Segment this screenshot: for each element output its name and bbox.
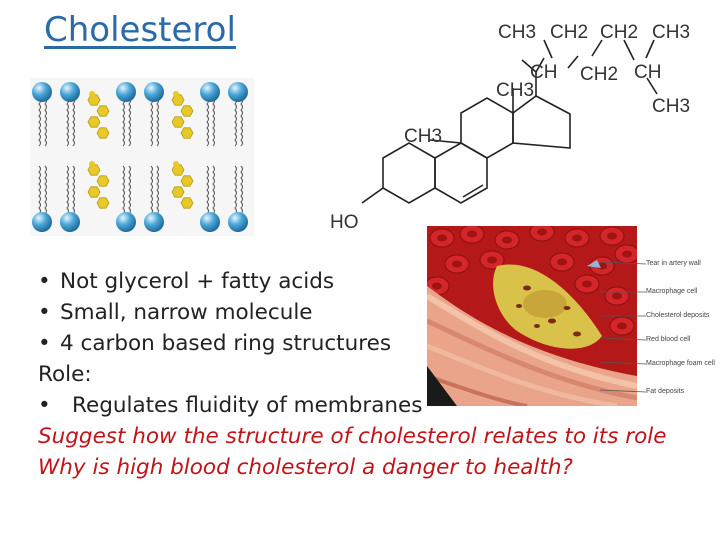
group-ch3-side: CH3: [496, 80, 535, 101]
phospholipid-head: [144, 82, 164, 102]
label-fat-deposits: Fat deposits: [646, 388, 685, 395]
cholesterol-ring: [97, 176, 109, 186]
cholesterol-ring: [97, 198, 109, 208]
cholesterol-ring: [88, 117, 100, 127]
label-red-blood-cell: Red blood cell: [646, 336, 691, 343]
cholesterol-ring: [172, 187, 184, 197]
cholesterol-oh: [89, 91, 95, 97]
cholesterol-ring: [181, 106, 193, 116]
ring-a: [383, 143, 435, 203]
ring-c: [461, 98, 513, 158]
phospholipid-head: [200, 212, 220, 232]
cholesterol-ring: [97, 128, 109, 138]
red-blood-cell-center: [502, 237, 512, 244]
phospholipid-head: [144, 212, 164, 232]
cholesterol-ring: [88, 95, 100, 105]
cholesterol-ring: [172, 95, 184, 105]
cholesterol-ring: [172, 165, 184, 175]
label-tear: Tear in artery wall: [646, 260, 701, 267]
cholesterol-structure: [312, 8, 712, 240]
membrane-diagram: [30, 78, 254, 236]
bullet-item: • 4 carbon based ring structures: [38, 331, 392, 356]
cholesterol-ring: [172, 117, 184, 127]
group-ch2-chain: CH2: [580, 64, 619, 85]
cholesterol-ring: [181, 176, 193, 186]
group-ch3-top-left: CH3: [498, 22, 537, 43]
group-ch3-top-right: CH3: [652, 22, 691, 43]
red-blood-cell-center: [557, 259, 567, 266]
cholesterol-oh: [173, 91, 179, 97]
group-ch2-top-1: CH2: [550, 22, 589, 43]
red-blood-cell-center: [572, 235, 582, 242]
group-ch-1: CH: [530, 62, 558, 83]
cholesterol-ring: [88, 165, 100, 175]
cholesterol-ring: [97, 106, 109, 116]
group-ch3-ring: CH3: [404, 126, 443, 147]
cholesterol-oh: [173, 161, 179, 167]
group-ch2-top-2: CH2: [600, 22, 639, 43]
bullet-item: • Not glycerol + fatty acids: [38, 269, 335, 294]
label-foam-cell: Macrophage foam cell: [646, 360, 715, 367]
question-health-danger: Why is high blood cholesterol a danger to health?: [38, 455, 573, 480]
ring-d: [513, 96, 570, 148]
red-blood-cell-center: [487, 257, 497, 264]
role-bullet: • Regulates fluidity of membranes: [38, 393, 423, 418]
phospholipid-head: [60, 212, 80, 232]
ring-b: [435, 143, 487, 203]
phospholipid-head: [32, 212, 52, 232]
cholesterol-ring: [181, 128, 193, 138]
cholesterol-oh: [89, 161, 95, 167]
group-ho: HO: [330, 212, 359, 233]
phospholipid-head: [200, 82, 220, 102]
role-label: Role:: [38, 362, 92, 387]
group-ch-2: CH: [634, 62, 662, 83]
group-ch3-bottom-right: CH3: [652, 96, 691, 117]
phospholipid-head: [60, 82, 80, 102]
red-blood-cell-center: [607, 233, 617, 240]
phospholipid-head: [116, 82, 136, 102]
cholesterol-ring: [88, 187, 100, 197]
cholesterol-ring: [181, 198, 193, 208]
question-structure-role: Suggest how the structure of cholesterol relates to its role: [38, 424, 667, 449]
phospholipid-head: [32, 82, 52, 102]
red-blood-cell-center: [537, 229, 547, 236]
phospholipid-head: [116, 212, 136, 232]
body-text: [38, 266, 666, 483]
phospholipid-head: [228, 212, 248, 232]
bullet-item: • Small, narrow molecule: [38, 300, 313, 325]
label-macrophage: Macrophage cell: [646, 288, 698, 295]
red-blood-cell-center: [437, 235, 447, 242]
phospholipid-head: [228, 82, 248, 102]
label-cholesterol-deposits: Cholesterol deposits: [646, 312, 710, 319]
slide-title: Cholesterol: [44, 10, 236, 50]
red-blood-cell-center: [467, 231, 477, 238]
